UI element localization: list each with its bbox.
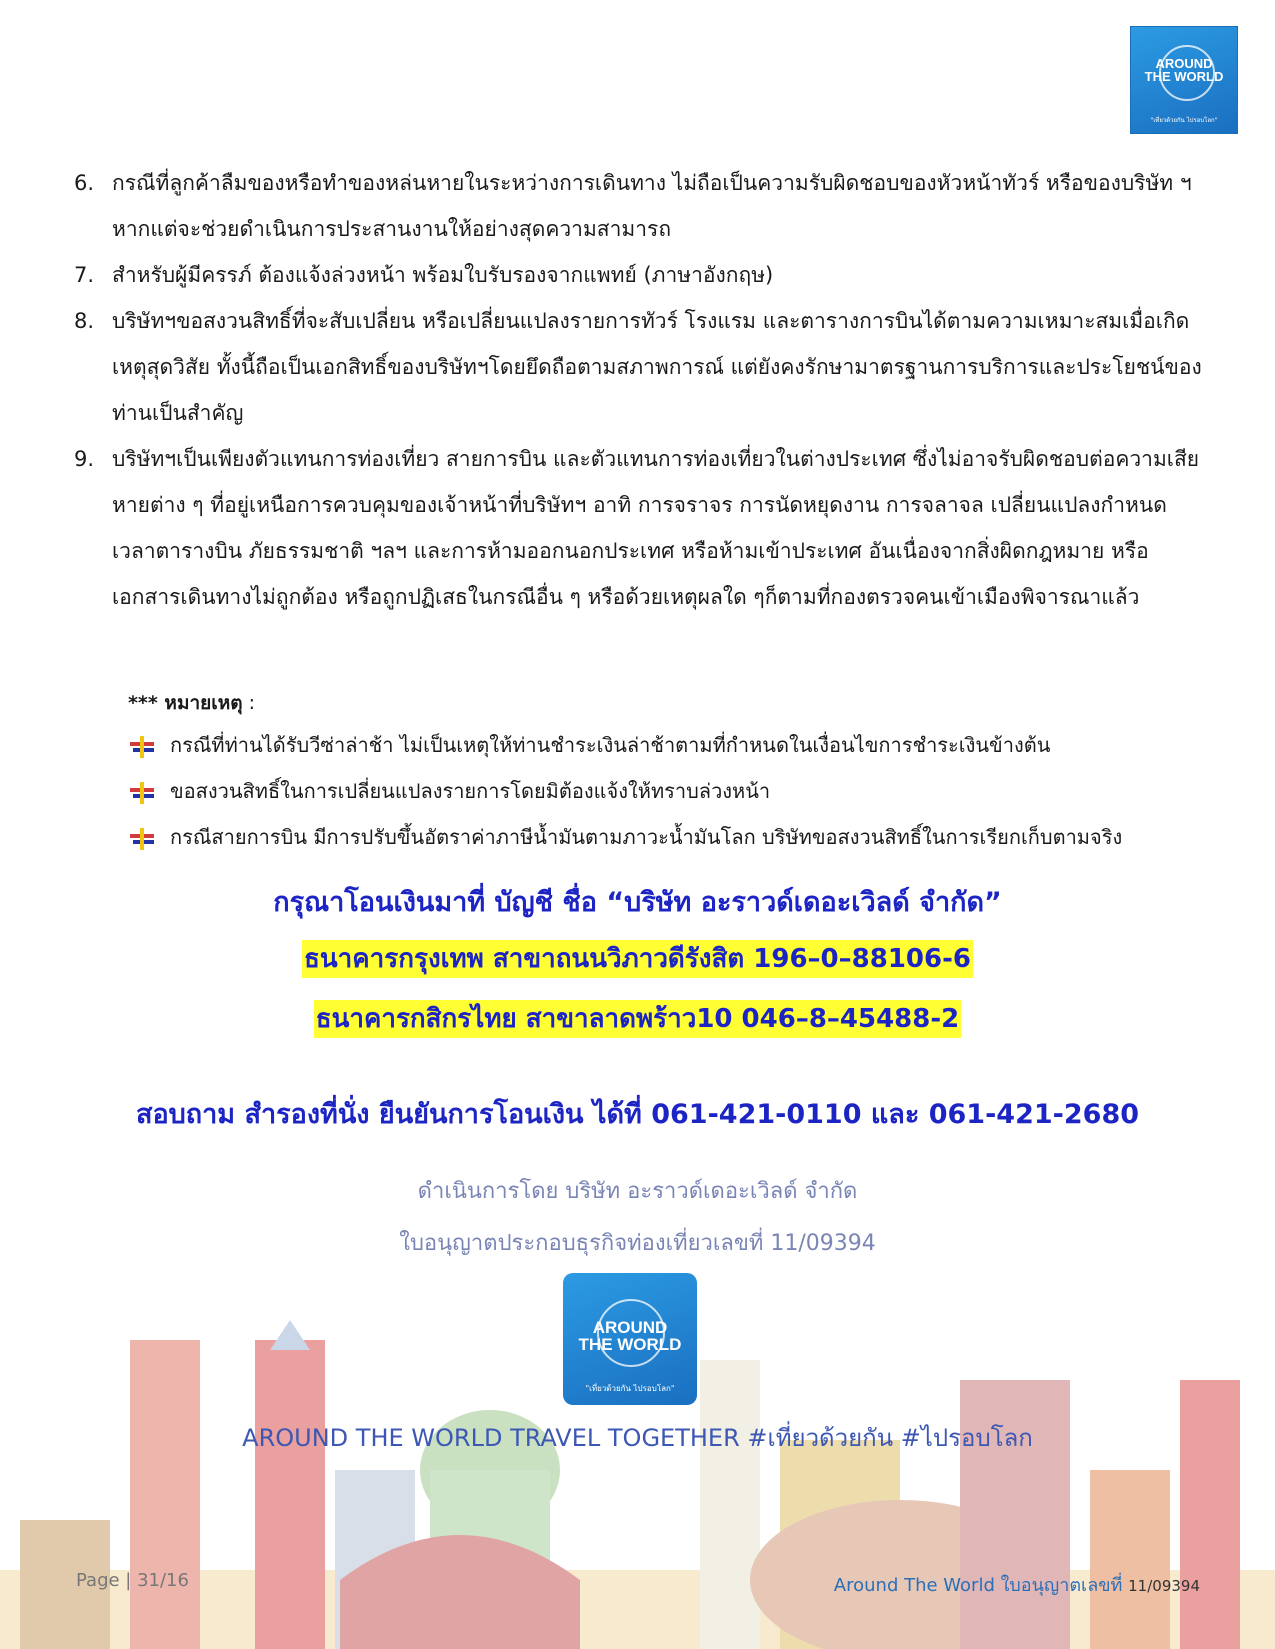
page-number: Page | 31/16 — [76, 1570, 189, 1591]
logo-line1: AROUND — [1155, 56, 1213, 71]
note-item — [128, 814, 1122, 860]
bank-account-1 — [0, 938, 1275, 979]
condition-text: บริษัทฯขอสงวนสิทธิ์ที่จะสับเปลี่ยน หรือเปลี่ยนแปลงรายการทัวร์ โรงแรม และตารางการบินได้ตามความเหมาะสมเมื่อเกิดเหตุสุดวิสัย ทั้งนี้ถือเป็นเอกสิทธิ์ของบริษัทฯโดยยึดถือตามสภาพการณ์ แต่ยังคงรักษามาตรฐานการบริการและประโยชน์ของท่านเป็นสำคัญ — [112, 309, 1202, 425]
condition-item — [74, 298, 1204, 436]
logo-line2: THE WORLD — [1144, 69, 1224, 84]
logo-line2: THE WORLD — [578, 1335, 682, 1354]
condition-number: 8. — [74, 309, 95, 333]
condition-text: บริษัทฯเป็นเพียงตัวแทนการท่องเที่ยว สายการบิน และตัวแทนการท่องเที่ยวในต่างประเทศ ซึ่งไม่อาจรับผิดชอบต่อความเสียหายต่าง ๆ ที่อยู่เหนือการควบคุมของเจ้าหน้าที่บริษัทฯ อาทิ การจราจร การนัดหยุดงาน การจลาจล เปลี่ยนแปลงกำหนดเวลาตารางบิน ภัยธรรมชาติ ฯลฯ และการห้ามออกนอกประเทศ หรือห้ามเข้าประเทศ อันเนื่องจากสิ่งผิดกฎหมาย หรือเอกสารเดินทางไม่ถูกต้อง หรือถูกปฏิเสธในกรณีอื่น ๆ หรือด้วยเหตุผลใด ๆก็ตามที่กองตรวจคนเข้าเมืองพิจารณาแล้ว — [112, 447, 1200, 609]
note-text: กรณีสายการบิน มีการปรับขึ้นอัตราค่าภาษีน้ำมันตามภาวะน้ำมันโลก บริษัทขอสงวนสิทธิ์ในการเรียกเก็บตามจริง — [170, 825, 1123, 849]
condition-item — [74, 160, 1204, 252]
footer-license-label: ใบอนุญาตเลขที่ — [994, 1575, 1129, 1596]
note-item — [128, 722, 1122, 768]
payment-title: กรุณาโอนเงินมาที่ บัญชี ชื่อ “บริษัท อะราวด์เดอะเวิลด์ จำกัด” — [273, 887, 1002, 918]
note-item — [128, 768, 1122, 814]
note-text: ขอสงวนสิทธิ์ในการเปลี่ยนแปลงรายการโดยมิต้องแจ้งให้ทราบล่วงหน้า — [170, 779, 771, 803]
condition-number: 7. — [74, 263, 95, 287]
cross-bullet-icon — [130, 828, 154, 850]
condition-number: 9. — [74, 447, 95, 471]
bank-account-2 — [0, 998, 1275, 1039]
logo-line1: AROUND — [592, 1318, 668, 1337]
note-text: กรณีที่ท่านได้รับวีซ่าล่าช้า ไม่เป็นเหตุให้ท่านชำระเงินล่าช้าตามที่กำหนดในเงื่อนไขการชำระเงินข้างต้น — [170, 733, 1051, 757]
logo-wordmark — [563, 1319, 697, 1353]
license-text: ใบอนุญาตประกอบธุรกิจท่องเที่ยวเลขที่ 11/09394 — [399, 1231, 876, 1256]
logo-tagline: "เที่ยวด้วยกัน ไปรอบโลก" — [585, 1384, 675, 1393]
condition-number: 6. — [74, 171, 95, 195]
footer-brand — [834, 1570, 1200, 1599]
slogan: AROUND THE WORLD TRAVEL TOGETHER #เที่ยวด้วยกัน #ไปรอบโลก — [242, 1424, 1033, 1452]
condition-text: กรณีที่ลูกค้าลืมของหรือทำของหล่นหายในระหว่างการเดินทาง ไม่ถือเป็นความรับผิดชอบของหัวหน้าทัวร์ หรือของบริษัท ฯ หากแต่จะช่วยดำเนินการประสานงานให้อย่างสุดความสามารถ — [112, 171, 1192, 241]
cross-bullet-icon — [130, 782, 154, 804]
operator-text: ดำเนินการโดย บริษัท อะราวด์เดอะเวิลด์ จำกัด — [417, 1179, 858, 1204]
logo-tagline: "เที่ยวด้วยกัน ไปรอบโลก" — [1150, 117, 1218, 124]
notes-colon: : — [242, 692, 256, 714]
footer-license-number: 11/09394 — [1128, 1577, 1200, 1595]
conditions-list — [74, 160, 1204, 620]
notes-list — [128, 722, 1122, 860]
notes-title: *** หมายเหตุ — [128, 692, 243, 714]
cross-bullet-icon — [130, 736, 154, 758]
footer-brand-name: Around The World — [833, 1575, 995, 1596]
company-logo — [1130, 26, 1238, 134]
condition-item — [74, 252, 1204, 298]
company-logo-large — [563, 1273, 697, 1405]
condition-text: สำหรับผู้มีครรภ์ ต้องแจ้งล่วงหน้า พร้อมใบรับรองจากแพทย์ (ภาษาอังกฤษ) — [112, 263, 774, 287]
condition-item — [74, 436, 1204, 620]
notes-heading — [128, 688, 255, 718]
bank-account-2-text: ธนาคารกสิกรไทย สาขาลาดพร้าว10 046–8–45488-2 — [314, 1000, 962, 1038]
logo-wordmark — [1131, 57, 1237, 83]
bank-account-1-text: ธนาคารกรุงเทพ สาขาถนนวิภาวดีรังสิต 196–0–88106-6 — [302, 940, 973, 978]
contact-info: สอบถาม สำรองที่นั่ง ยืนยันการโอนเงิน ได้ที่ 061-421-0110 และ 061-421-2680 — [135, 1099, 1140, 1130]
